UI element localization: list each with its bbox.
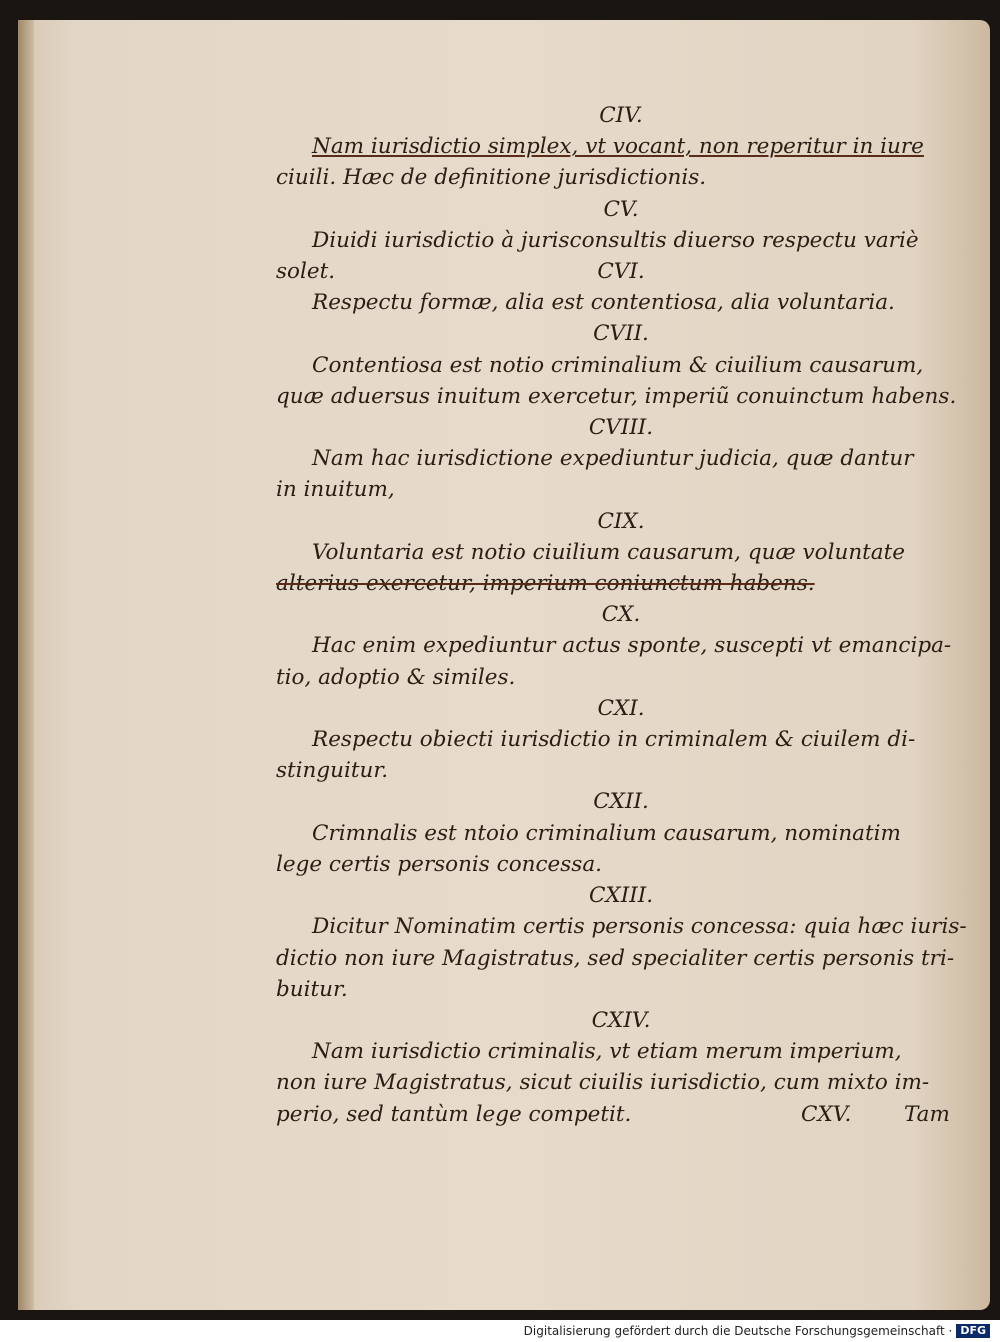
text-line: in inuitum, xyxy=(276,477,395,503)
section-heading: CV. xyxy=(603,196,639,222)
text-line: Nam iurisdictio criminalis, vt etiam merum imperium, xyxy=(312,1039,902,1065)
text-line: alterius exercetur, imperium coniunctum habens. xyxy=(276,571,815,597)
section-heading: CXIV. xyxy=(591,1007,651,1033)
section-heading: CXI. xyxy=(597,695,645,721)
text-line: Crimnalis est ntoio criminalium causarum, nominatim xyxy=(312,820,901,846)
digitization-footer xyxy=(0,1320,1000,1342)
text-line: buitur. xyxy=(276,976,348,1002)
text-line: tio, adoptio & similes. xyxy=(276,664,516,690)
section-heading: CVII. xyxy=(593,321,649,347)
section-heading: CIX. xyxy=(597,508,645,534)
text-line: Nam iurisdictio simplex, vt vocant, non reperitur in iure xyxy=(312,134,924,160)
text-line: quæ aduersus inuitum exercetur, imperiũ conuinctum habens. xyxy=(276,383,957,409)
text-line: solet. xyxy=(276,259,336,285)
text-line-with-catchword xyxy=(276,1099,966,1130)
text-line: Respectu formæ, alia est contentiosa, alia voluntaria. xyxy=(312,290,895,316)
section-heading: CIV. xyxy=(599,103,643,128)
section-heading: CX. xyxy=(601,602,641,628)
section-heading: CVIII. xyxy=(588,415,654,441)
dfg-logo: DFG xyxy=(956,1324,990,1338)
page-text xyxy=(276,100,966,1130)
text-line: dictio non iure Magistratus, sed specialiter certis personis tri- xyxy=(276,945,955,971)
text-line: Dicitur Nominatim certis personis concessa: quia hæc iuris- xyxy=(312,914,967,940)
text-line: lege certis personis concessa. xyxy=(276,851,602,877)
footer-credit: Digitalisierung gefördert durch die Deutsche Forschungsgemeinschaft · xyxy=(523,1324,953,1338)
page-binding-edge xyxy=(18,20,34,1310)
catchword: Tam xyxy=(904,1101,950,1127)
section-heading: CXII. xyxy=(593,789,649,815)
text-line: Hac enim expediuntur actus sponte, suscepti vt emancipa- xyxy=(312,633,952,659)
text-line: Diuidi iurisdictio à jurisconsultis diuerso respectu variè xyxy=(312,227,919,253)
section-heading: CXIII. xyxy=(588,883,654,909)
text-line: perio, sed tantùm lege competit. xyxy=(276,1101,632,1127)
text-line: Nam hac iurisdictione expediuntur judicia, quæ dantur xyxy=(312,446,914,472)
text-line: stinguitur. xyxy=(276,758,389,784)
text-line: non iure Magistratus, sicut ciuilis iurisdictio, cum mixto im- xyxy=(276,1070,930,1096)
section-heading: CVI. xyxy=(597,259,645,285)
text-line: Contentiosa est notio criminalium & ciuilium causarum, xyxy=(312,352,924,378)
text-line: ciuili. Hæc de definitione jurisdictionis. xyxy=(276,165,707,191)
text-line: Voluntaria est notio ciuilium causarum, quæ voluntate xyxy=(312,539,905,565)
catchword-section: CXV. xyxy=(801,1101,852,1127)
text-line: Respectu obiecti iurisdictio in criminalem & ciuilem di- xyxy=(312,727,916,753)
